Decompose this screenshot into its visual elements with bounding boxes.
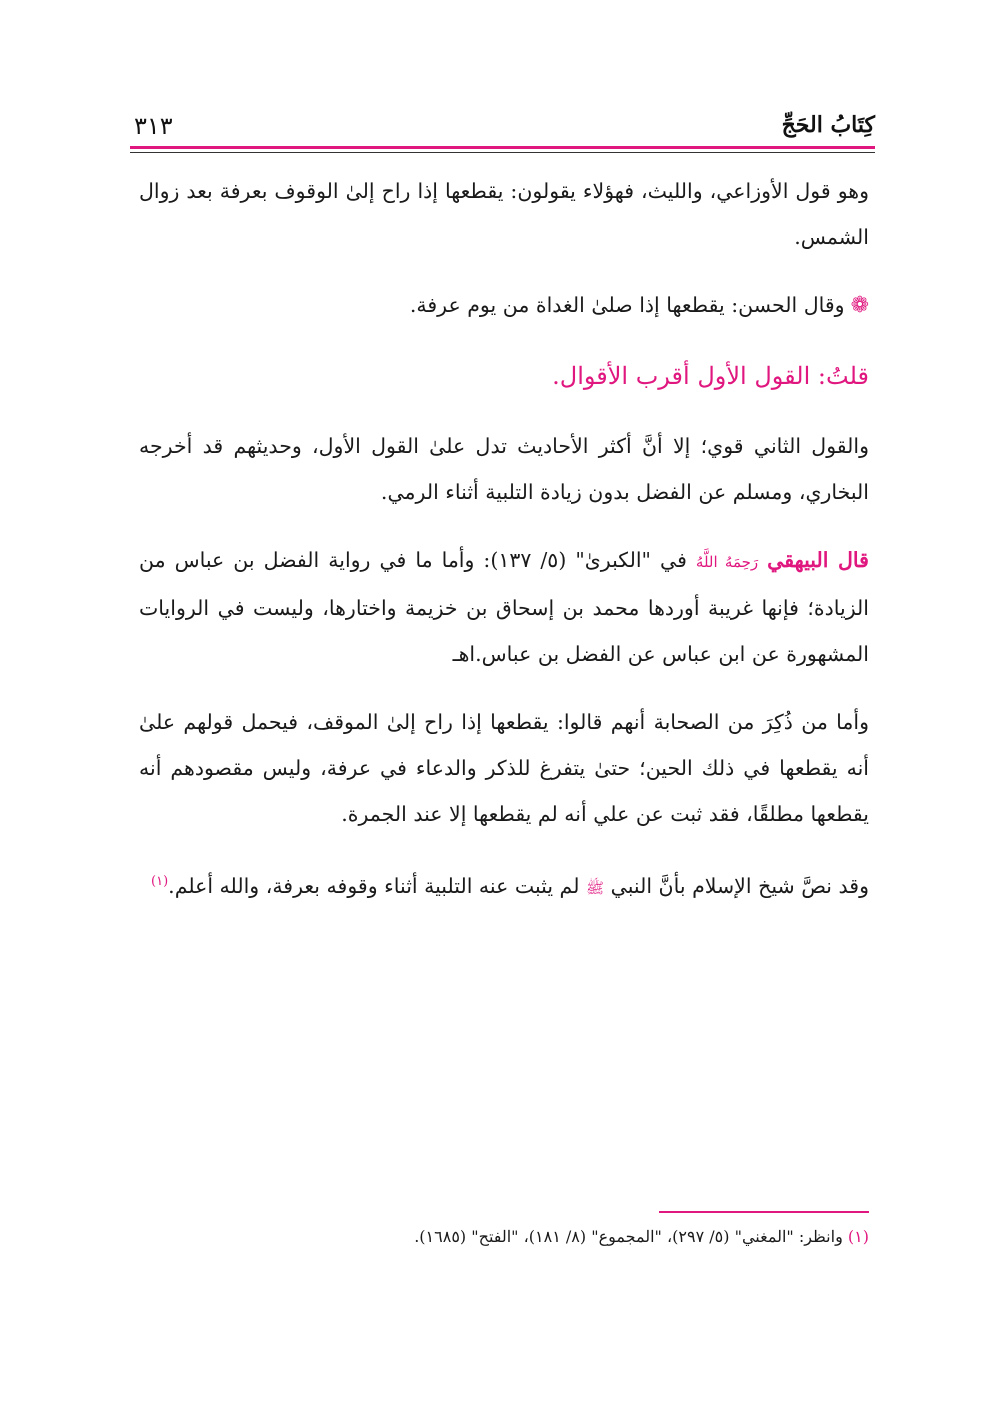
chapter-title: كِتَابُ الحَجِّ — [781, 112, 875, 138]
paragraph-4 — [139, 537, 869, 677]
paragraph-3: والقول الثاني قوي؛ إلا أنَّ أكثر الأحاديث تدل علىٰ القول الأول، وحديثهم قد أخرجه البخاري، ومسلم عن الفضل بدون زيادة التلبية أثناء الرمي. — [139, 434, 869, 504]
quoted-scholar-name: قال البيهقي — [767, 548, 869, 572]
author-note: قلتُ: القول الأول أقرب الأقوال. — [552, 362, 869, 390]
footnote-text: وانظر: "المغني" (٥/ ٢٩٧)، "المجموع" (٨/ ١٨١)، "الفتح" (١٦٨٥). — [414, 1227, 843, 1246]
footnote-marker: (١) — [847, 1227, 869, 1246]
paragraph-1: وهو قول الأوزاعي، والليث، فهؤلاء يقولون: يقطعها إذا راح إلىٰ الوقوف بعرفة بعد زوال الشمس. — [139, 179, 869, 249]
flower-bullet-icon: ❁ — [850, 293, 869, 318]
footnote — [139, 1222, 869, 1252]
page-number: ٣١٣ — [134, 112, 173, 140]
honorific-rahimahullah: رَحِمَهُ اللَّهُ — [695, 553, 759, 571]
honorific-salawat: ﷺ — [585, 878, 605, 897]
paragraph-6-text-b: لم يثبت عنه التلبية أثناء وقوفه بعرفة، والله أعلم. — [168, 873, 580, 898]
paragraph-6-text-a: وقد نصَّ شيخ الإسلام بأنَّ النبي — [610, 873, 869, 898]
paragraph-2 — [139, 282, 869, 329]
footnote-reference[interactable]: (١) — [151, 874, 169, 889]
paragraph-5: وأما من ذُكِرَ من الصحابة أنهم قالوا: يقطعها إذا راح إلىٰ الموقف، فيحمل قولهم علىٰ أنه يقطعها في ذلك الحين؛ حتىٰ يتفرغ للذكر والدعاء في عرفة، وليس مقصودهم أنه يقطعها مطلقًا، فقد ثبت عن علي أنه لم يقطعها إلا عند الجمرة. — [139, 710, 869, 826]
main-text — [139, 168, 869, 933]
footnote-rule — [659, 1211, 869, 1213]
header-rule-pink — [130, 146, 875, 149]
paragraph-4-text: في "الكبرىٰ" (٥/ ١٣٧): وأما ما في رواية الفضل بن عباس من الزيادة؛ فإنها غريبة أوردها محمد بن إسحاق بن خزيمة واختارها، وليست في الروايات المشهورة عن ابن عباس عن الفضل بن عباس.اهـ — [139, 548, 869, 666]
header-rule-thin — [130, 152, 875, 153]
paragraph-2-text: وقال الحسن: يقطعها إذا صلىٰ الغداة من يوم عرفة. — [409, 293, 845, 317]
paragraph-6 — [139, 859, 869, 911]
page-header — [130, 112, 875, 148]
